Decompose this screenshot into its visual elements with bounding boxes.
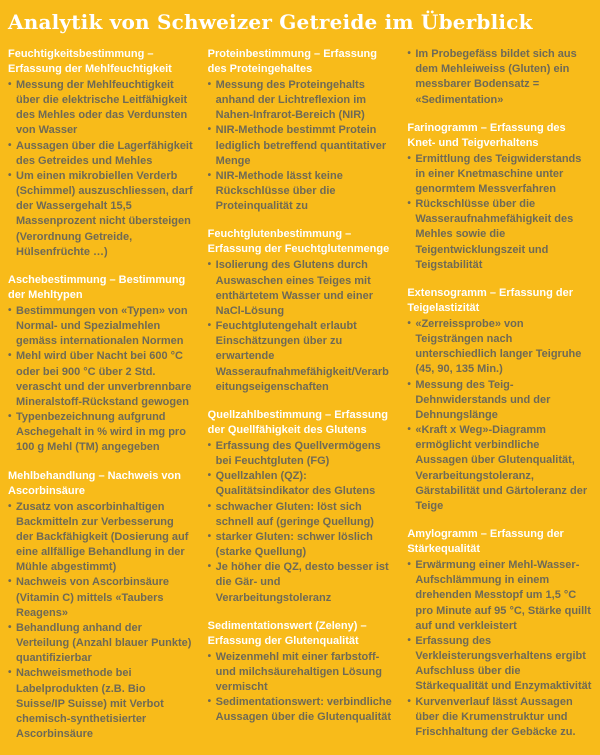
- bullet-item: • Typenbezeichnung aufgrund Aschegehalt in % wird in mg pro 100 g Mehl (TM) angegeben: [8, 410, 193, 456]
- bullet-item: • Aussagen über die Lagerfähigkeit des Getreides und Mehles: [8, 139, 193, 169]
- analysis-section: [8, 273, 193, 456]
- analysis-section: [208, 47, 393, 214]
- bullet-item: • Nachweis von Ascorbinsäure (Vitamin C) mittels «Taubers Reagens»: [8, 575, 193, 621]
- section-heading: Farinogramm – Erfassung des Knet- und Teigverhaltens: [407, 121, 566, 149]
- bullet-item: • Je höher die QZ, desto besser ist die Gär- und Verarbeitungstoleranz: [208, 560, 393, 606]
- analysis-section: [407, 286, 592, 514]
- bullet-item: • starker Gluten: schwer löslich (starke Quellung): [208, 530, 393, 560]
- section-heading: Aschebestimmung – Bestimmung der Mehltypen: [8, 273, 186, 301]
- page-title: Analytik von Schweizer Getreide im Überblick: [8, 10, 533, 34]
- section-heading: Extensogramm – Erfassung der Teigelastizität: [407, 286, 574, 314]
- analysis-section: [407, 527, 592, 740]
- section-heading: Proteinbestimmung – Erfassung des Proteingehaltes: [207, 48, 377, 75]
- bullet-list: [407, 152, 592, 273]
- analysis-section: [8, 47, 193, 260]
- columns-container: [8, 47, 592, 755]
- bullet-item: • Nachweismethode bei Labelprodukten (z.B. Bio Suisse/IP Suisse) mit Verbot chemisch-synthetisierter Ascorbinsäure: [8, 666, 193, 742]
- column: [208, 47, 393, 738]
- bullet-item: • Rückschlüsse über die Wasseraufnahmefähigkeit des Mehles sowie die Teigentwicklungszeit und Teigstabilität: [407, 197, 592, 273]
- bullet-item: • Weizenmehl mit einer farbstoff- und milchsäurehaltigen Lösung vermischt: [208, 650, 393, 696]
- bullet-item: • Bestimmungen von «Typen» von Normal- und Spezialmehlen gemäss internationalen Normen: [8, 304, 193, 350]
- bullet-item: • Sedimentationswert: verbindliche Aussagen über die Glutenqualität: [208, 695, 393, 725]
- bullet-list: [208, 439, 393, 606]
- bullet-item: • schwacher Gluten: löst sich schnell auf (geringe Quellung): [208, 500, 393, 530]
- column: [8, 47, 193, 755]
- analysis-section: [208, 227, 393, 394]
- bullet-item: • Zusatz von ascorbinhaltigen Backmitteln zur Verbesserung der Backfähigkeit (Dosierung auf eine allfällige Behandlung in der Mühle abgestimmt): [8, 500, 193, 576]
- column: [407, 47, 592, 753]
- bullet-item: • Ermittlung des Teigwiderstands in einer Knetmaschine unter genormtem Messverfahren: [407, 152, 592, 198]
- bullet-list: [8, 304, 193, 456]
- section-heading: Feuchtglutenbestimmung – Erfassung der Feuchtglutenmenge: [207, 228, 390, 256]
- bullet-item: • NIR-Methode lässt keine Rückschlüsse über die Proteinqualität zu: [208, 169, 393, 215]
- bullet-item: • Erwärmung einer Mehl-Wasser-Aufschlämmung in einem drehenden Messtopf um 1,5 °C pro Minute auf 95 °C, Stärke quillt auf und verkleistert: [407, 558, 592, 634]
- bullet-list: [8, 500, 193, 743]
- bullet-item: • «Zerreissprobe» von Teigsträngen nach unterschiedlich langer Teigruhe (45, 90, 135 Min.): [407, 317, 592, 378]
- bullet-list: [208, 650, 393, 726]
- bullet-item: • Messung der Mehlfeuchtigkeit über die elektrische Leitfähigkeit des Mehles oder das Verdunsten von Wasser: [8, 78, 193, 139]
- bullet-item: • Quellzahlen (QZ): Qualitätsindikator des Glutens: [208, 469, 393, 499]
- section-heading: Feuchtigkeitsbestimmung – Erfassung der Mehlfeuchtigkeit: [8, 48, 172, 75]
- bullet-list: [208, 78, 393, 215]
- analysis-section: [407, 47, 592, 108]
- bullet-item: • Isolierung des Glutens durch Auswaschen eines Teiges mit enthärtetem Wasser und einer NaCl-Lösung: [208, 258, 393, 319]
- section-heading: Mehlbehandlung – Nachweis von Ascorbinsäure: [8, 469, 181, 497]
- analysis-section: [208, 619, 393, 726]
- bullet-item: • Messung des Teig-Dehnwiderstands und der Dehnungslänge: [407, 378, 592, 424]
- bullet-list: [407, 47, 592, 108]
- analysis-section: [8, 469, 193, 743]
- bullet-list: [208, 258, 393, 395]
- bullet-item: • Erfassung des Verkleisterungsverhaltens ergibt Aufschluss über die Stärkequalität und Enzymaktivität: [407, 634, 592, 695]
- analysis-section: [407, 121, 592, 273]
- bullet-list: [407, 558, 592, 740]
- bullet-item: • NIR-Methode bestimmt Protein lediglich betreffend quantitativer Menge: [208, 123, 393, 169]
- bullet-item: • Um einen mikrobiellen Verderb (Schimmel) auszuschliessen, darf der Wassergehalt 15,5 Massenprozent nicht übersteigen (Verordnung Getreide, Hülsenfrüchte …): [8, 169, 193, 260]
- bullet-item: • Kurvenverlauf lässt Aussagen über die Krumenstruktur und Frischhaltung der Gebäcke zu.: [407, 695, 592, 741]
- section-heading: Amylogramm – Erfassung der Stärkequalität: [407, 528, 564, 556]
- bullet-item: • Im Probegefäss bildet sich aus dem Mehleiweiss (Gluten) ein messbarer Bodensatz = «Sedimentation»: [407, 47, 592, 108]
- bullet-item: • Mehl wird über Nacht bei 600 °C oder bei 900 °C über 2 Std. verascht und der unverbrennbare Mineralstoff-Rückstand gewogen: [8, 349, 193, 410]
- bullet-item: • Erfassung des Quellvermögens bei Feuchtgluten (FG): [208, 439, 393, 469]
- bullet-item: • Messung des Proteingehalts anhand der Lichtreflexion im Nahen-Infrarot-Bereich (NIR): [208, 78, 393, 124]
- bullet-list: [8, 78, 193, 260]
- bullet-item: • Behandlung anhand der Verteilung (Anzahl blauer Punkte) quantifizierbar: [8, 621, 193, 667]
- bullet-item: • Feuchtglutengehalt erlaubt Einschätzungen über zu erwartende Wasseraufnahmefähigkeit/Verarbeitungseigenschaften: [208, 319, 393, 395]
- analysis-section: [208, 408, 393, 606]
- section-heading: Quellzahlbestimmung – Erfassung der Quellfähigkeit des Glutens: [207, 408, 388, 436]
- bullet-list: [407, 317, 592, 514]
- section-heading: Sedimentationswert (Zeleny) – Erfassung der Glutenqualität: [207, 619, 367, 647]
- bullet-item: • «Kraft x Weg»-Diagramm ermöglicht verbindliche Aussagen über Glutenqualität, Verarbeitungstoleranz, Gärstabilität und Gärtoleranz der Teige: [407, 423, 592, 514]
